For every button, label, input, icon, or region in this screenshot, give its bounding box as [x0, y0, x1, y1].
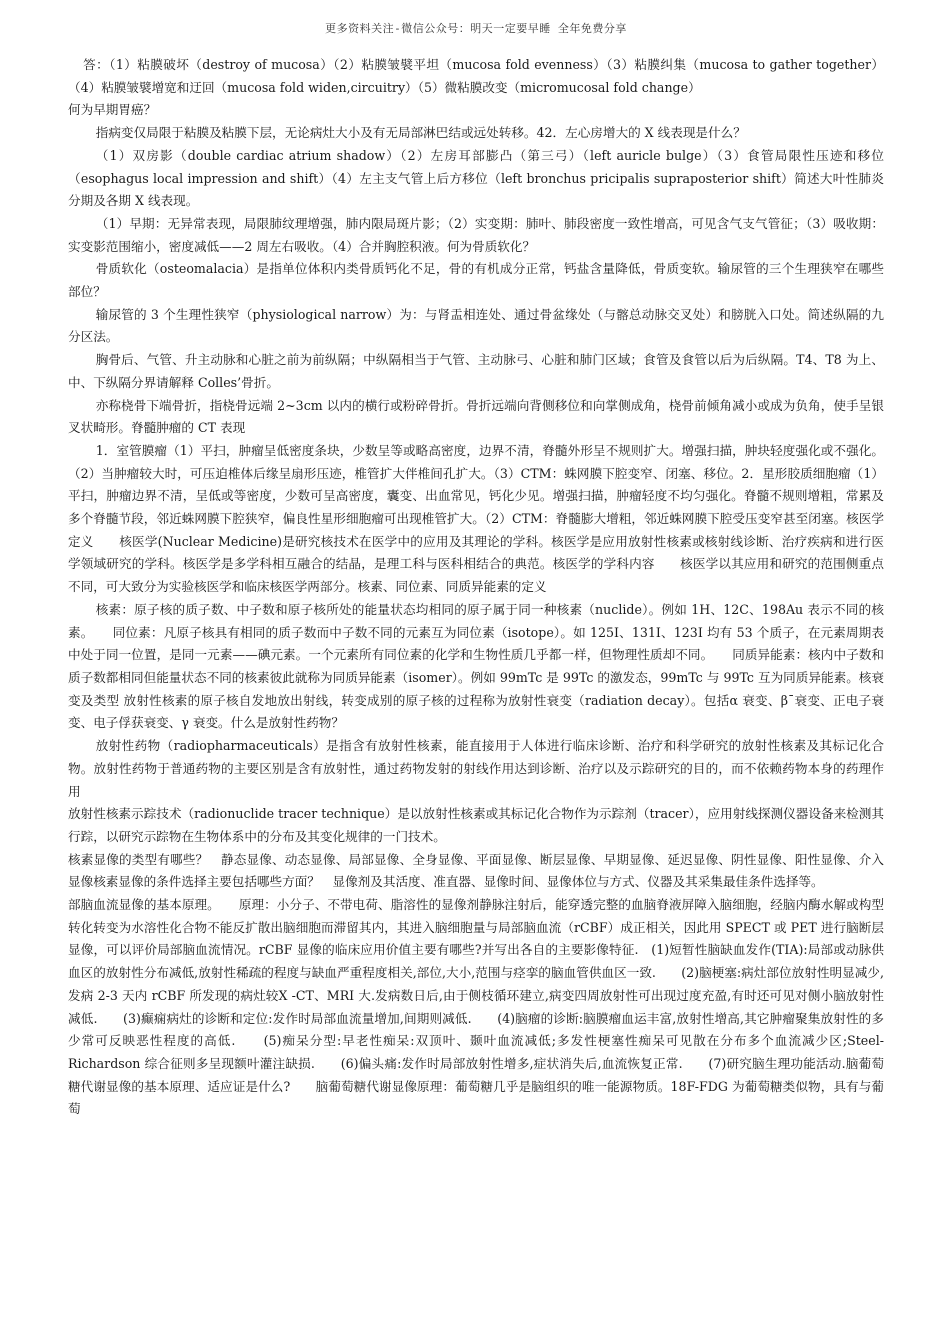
paragraph: 部脑血流显像的基本原理。 原理：小分子、不带电荷、脂溶性的显像剂静脉注射后，能穿透完整的血脑脊液屏障入脑细胞，经脑内酶水解或构型转化转变为水溶性化合物不能反扩散出脑细胞而滞留其内，其进入脑细胞量与局部脑血流（rCBF）成正相关，因此用 SPECT 或 PET 进行脑断层显像，可以评价局部脑血流情况。rCBF 显像的临床应用价值主要有哪些?并写出各自的主要影像特征. (1)短暂性脑缺血发作(TIA):局部或动脉供血区的放射性分布减低,放射性稀疏的程度与缺血严重程度相关,部位,大小,范围与痉挛的脑血管供血区一致. (2)脑梗塞:病灶部位放射性明显减少,发病 2-3 天内 rCBF 所发现的病灶较X -CT、MRI 大.发病数日后,由于侧枝循环建立,病变四周放射性可出现过度充盈,有时还可见对侧小脑放射性减低. (3)癫痫病灶的诊断和定位:发作时局部血流量增加,间期则减低. (4)脑瘤的诊断:脑膜瘤血运丰富,放射性增高,其它肿瘤聚集放射性的多少常可反映恶性程度的高低. (5)痴呆分型:早老性痴呆:双顶叶、颞叶血流减低;多发性梗塞性痴呆可见散在分布多个血流减少区;Steel-Richardson 综合征则多呈现额叶灌注缺损. (6)偏头痛:发作时局部放射性增多,症状消失后,血流恢复正常. (7)研究脑生理功能活动.脑葡萄糖代谢显像的基本原理、适应证是什么? 脑葡萄糖代谢显像原理：葡萄糖几乎是脑组织的唯一能源物质。18F-FDG 为葡萄糖类似物，具有与葡萄: [68, 897, 884, 1117]
paragraph: 1．室管膜瘤（1）平扫，肿瘤呈低密度条块，少数呈等或略高密度，边界不清，脊髓外形呈不规则扩大。增强扫描，肿块轻度强化或不强化。（2）当肿瘤较大时，可压迫椎体后缘呈扇形压迹，椎管扩大伴椎间孔扩大。（3）CTM：蛛网膜下腔变窄、闭塞、移位。2．星形胶质细胞瘤（1）平扫，肿瘤边界不清，呈低或等密度，少数可呈高密度，囊变、出血常见，钙化少见。增强扫描，肿瘤轻度不均匀强化。脊髓不规则增粗，常累及多个脊髓节段，邻近蛛网膜下腔狭窄，偏良性星形细胞瘤可出现椎管扩大。（2）CTM：脊髓膨大增粗，邻近蛛网膜下腔受压变窄甚至闭塞。核医学定义 核医学(Nuclear Medicine)是研究核技术在医学中的应用及其理论的学科。核医学是应用放射性核素或核射线诊断、治疗疾病和进行医学领域研究的学科。核医学是多学科相互融合的结晶，是理工科与医科相结合的典范。核医学的学科内容 核医学以其应用和研究的范围侧重点不同，可大致分为实验核医学和临床核医学两部分。核素、同位素、同质异能素的定义: [68, 442, 884, 595]
paragraph: 亦称桡骨下端骨折，指桡骨远端 2~3cm 以内的横行或粉碎骨折。骨折远端向背侧移位和向掌侧成角，桡骨前倾角减小或成为负角，使手呈银叉状畸形。脊髓肿瘤的 CT 表现: [68, 397, 884, 436]
paragraph: 何为早期胃癌？: [68, 102, 157, 118]
paragraph: 放射性药物（radiopharmaceuticals）是指含有放射性核素，能直接用于人体进行临床诊断、治疗和科学研究的放射性核素及其标记化合物。放射性药物于普通药物的主要区别是含有放射性，通过药物发射的射线作用达到诊断、治疗以及示踪研究的目的，而不依赖药物本身的药理作用: [68, 738, 884, 799]
paragraph: 答：（1）粘膜破坏（destroy of mucosa）（2）粘膜皱襞平坦（mucosa fold evenness）（3）粘膜纠集（mucosa to gather together）（4）粘膜皱襞增宽和迂回（mucosa fold widen,circuitry）（5）微粘膜改变（micromucosal fold change）: [68, 57, 884, 95]
paragraph: 核素显像的类型有哪些？ 静态显像、动态显像、局部显像、全身显像、平面显像、断层显像、早期显像、延迟显像、阴性显像、阳性显像、介入显像核素显像的条件选择主要包括哪些方面？ 显像剂及其活度、准直器、显像时间、显像体位与方式、仪器及其采集最佳条件选择等。: [68, 851, 884, 890]
document-body: [68, 54, 884, 1121]
paragraph: 骨质软化（osteomalacia）是指单位体积内类骨质钙化不足，骨的有机成分正常，钙盐含量降低，骨质变软。输尿管的三个生理狭窄在哪些部位？: [68, 261, 884, 300]
page-header: 更多资料关注-微信公众号：明天一定要早睡 全年免费分享: [325, 22, 627, 35]
paragraph: 输尿管的 3 个生理性狭窄（physiological narrow）为：与肾盂相连处、通过骨盆缘处（与髂总动脉交叉处）和膀胱入口处。简述纵隔的九分区法。: [68, 306, 884, 345]
paragraph: （1）双房影（double cardiac atrium shadow）（2）左房耳部膨凸（第三弓）（left auricle bulge）（3）食管局限性压迹和移位（esophagus local impression and shift）（4）左主支气管上后方移位（left bronchus pricipalis supraposterior shift）简述大叶性肺炎分期及各期 X 线表现。: [68, 147, 884, 209]
paragraph: 胸骨后、气管、升主动脉和心脏之前为前纵隔；中纵隔相当于气管、主动脉弓、心脏和肺门区域；食管及食管以后为后纵隔。T4、T8 为上、中、下纵隔分界请解释 Colles’骨折。: [68, 352, 884, 390]
paragraph: 指病变仅局限于粘膜及粘膜下层，无论病灶大小及有无局部淋巴结或远处转移。42．左心房增大的 X 线表现是什么？: [95, 125, 746, 141]
paragraph: 放射性核素示踪技术（radionuclide tracer technique）是以放射性核素或其标记化合物作为示踪剂（tracer），应用射线探测仪器设备来检测其行踪，以研究示踪物在生物体系中的分布及其变化规律的一门技术。: [68, 806, 884, 844]
paragraph: （1）早期：无异常表现，局限肺纹理增强，肺内限局斑片影；（2）实变期：肺叶、肺段密度一致性增高，可见含气支气管征；（3）吸收期：实变影范围缩小，密度减低——2 周左右吸收。（4）合并胸腔积液。何为骨质软化？: [68, 215, 884, 254]
paragraph: 核素：原子核的质子数、中子数和原子核所处的能量状态均相同的原子属于同一种核素（nuclide）。例如 1H、12C、198Au 表示不同的核素。 同位素：凡原子核具有相同的质子数而中子数不同的元素互为同位素（isotope）。如 125I、131I、123I 均有 53 个质子，在元素周期表中处于同一位置，是同一元素——碘元素。一个元素所有同位素的化学和生物性质几乎都一样，但物理性质却不同。 同质异能素：核内中子数和质子数都相同但能量状态不同的核素彼此就称为同质异能素（isomer）。例如 99mTc 是 99Tc 的激发态，99mTc 与 99Tc 互为同质异能素。核衰变及类型 放射性核素的原子核自发地放出射线，转变成别的原子核的过程称为放射性衰变（radiation decay）。包括α 衰变、β¯衰变、正电子衰变、电子俘获衰变、γ 衰变。什么是放射性药物？: [68, 601, 884, 731]
